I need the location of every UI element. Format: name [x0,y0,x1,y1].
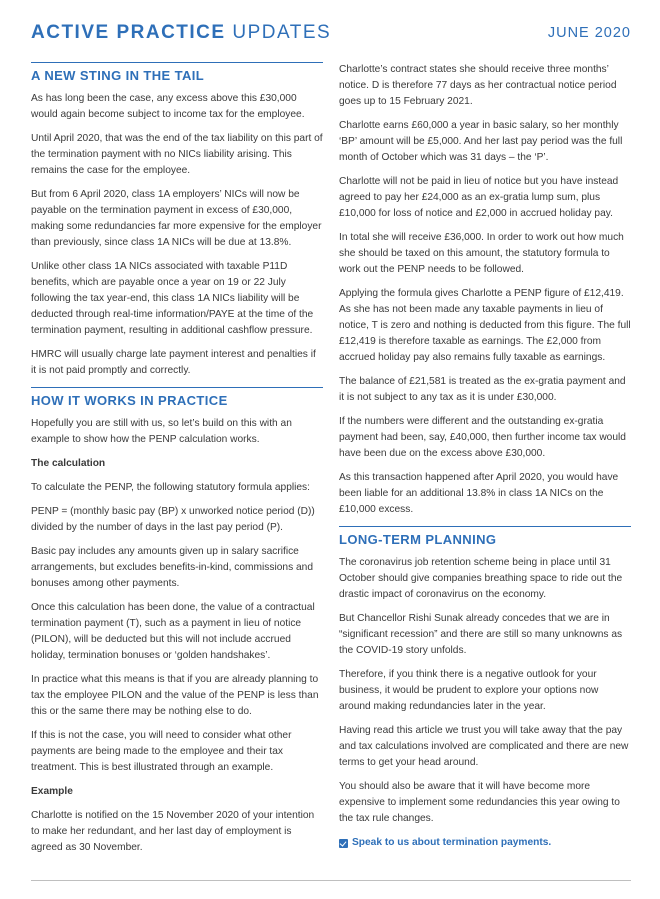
paragraph: Charlotte will not be paid in lieu of notice but you have instead agreed to pay her £24,000 as an ex-gratia lump sum, plus £10,000 for loss of notice and £2,000 in accrued holiday pay. [339,176,619,219]
checkbox-arrow-icon [339,839,348,848]
paragraph: As this transaction happened after April 2020, you would have been liable for an additional 13.8% in class 1A NICs on the £10,000 excess. [339,472,619,515]
paragraph: Therefore, if you think there is a negative outlook for your business, it would be prudent to explore your options now around making redundancies later in the year. [339,669,599,712]
paragraph: Unlike other class 1A NICs associated with taxable P11D benefits, which are payable once a year on 19 or 22 July following the tax year-end, this class 1A NICs liability will be deducted through real-time information/PAYE at the time of the termination payment, resulting in additional cashflow pressure. [31,261,314,336]
issue-date: JUNE 2020 [547,25,631,41]
subheading-calculation: The calculation [31,458,106,469]
paragraph: If the numbers were different and the outstanding ex-gratia payment had been, say, £40,000, then further income tax would have been due on the excess above £30,000. [339,416,626,459]
brand-light: UPDATES [232,22,332,43]
section-heading [31,387,323,410]
paragraph: Charlotte earns £60,000 a year in basic salary, so her monthly ‘BP’ amount will be £5,000. And her last pay period was the full month of October which was 31 days – the ‘P’. [339,120,623,163]
paragraph: Until April 2020, that was the end of the tax liability on this part of the termination payment with no NICs liability arising. This remains the case for the employee. [31,133,323,176]
paragraph: If this is not the case, you will need to consider what other payments are being made to the employee and their tax treatment. This is best illustrated through an example. [31,730,292,773]
paragraph: Charlotte is notified on the 15 November 2020 of your intention to make her redundant, and her last day of employment is agreed as 30 November. [31,810,315,853]
paragraph: In total she will receive £36,000. In order to work out how much she should be taxed on this amount, the statutory formula to work out the PENP needs to be followed. [339,232,624,275]
paragraph: But Chancellor Rishi Sunak already concedes that we are in “significant recession” and there are still so many unknowns as the COVID-19 story unfolds. [339,613,623,656]
brand-bold: ACTIVE PRACTICE [31,22,226,43]
termination-payments-link[interactable] [339,835,631,851]
paragraph: Applying the formula gives Charlotte a PENP figure of £12,419. As she has not been made any taxable payments in lieu of notice, T is zero and nothing is deducted from this figure. The full £12,419 is therefore taxable as earnings. The £2,000 from accrued holiday pay also remains fully taxable as earnings. [339,288,631,363]
paragraph: You should also be aware that it will have become more expensive to implement some redundancies this year owing to the tax rule changes. [339,781,620,824]
section-heading [339,526,631,549]
paragraph: HMRC will usually charge late payment interest and penalties if it is not paid promptly and correctly. [31,349,316,376]
cta-label: Speak to us about termination payments. [352,837,552,848]
newsletter-header [31,22,631,44]
subheading-example: Example [31,786,73,797]
newsletter-title [31,22,331,44]
left-column [31,62,323,864]
paragraph: Charlotte’s contract states she should receive three months’ notice. D is therefore 77 days as her contractual notice period goes up to 15 February 2021. [339,64,617,107]
paragraph: Having read this article we trust you will take away that the pay and tax calculations involved are complicated and there are new terms to get your head around. [339,725,629,768]
paragraph: Hopefully you are still with us, so let’s build on this with an example to show how the PENP calculation works. [31,418,292,445]
paragraph: As has long been the case, any excess above this £30,000 would again become subject to income tax for the employee. [31,93,305,120]
section-title-how-it-works: HOW IT WORKS IN PRACTICE [31,393,228,408]
paragraph: To calculate the PENP, the following statutory formula applies: [31,482,310,493]
paragraph: Basic pay includes any amounts given up in salary sacrifice arrangements, but excludes benefits-in-kind, commissions and bonuses among other payments. [31,546,313,589]
paragraph-formula: PENP = (monthly basic pay (BP) x unworked notice period (D)) divided by the number of days in the last pay period (P). [31,506,315,533]
section-title-long-term-planning: LONG-TERM PLANNING [339,532,497,547]
right-column [339,62,631,859]
section-heading [31,62,323,85]
footer-divider [31,880,631,881]
paragraph: Once this calculation has been done, the value of a contractual termination payment (T), such as a payment in lieu of notice (PILON), will be deducted but this will not include accrued holiday, termination bonuses or ‘golden handshakes’. [31,602,315,661]
paragraph: The coronavirus job retention scheme being in place until 31 October should give companies breathing space to ride out the drastic impact of coronavirus on the economy. [339,557,623,600]
paragraph: In practice what this means is that if you are already planning to tax the employee PILON and the value of the PENP is less than this or the same there may be nothing else to do. [31,674,319,717]
section-title-sting: A NEW STING IN THE TAIL [31,68,205,83]
paragraph: The balance of £21,581 is treated as the ex-gratia payment and it is not subject to any tax as it is under £30,000. [339,376,626,403]
paragraph: But from 6 April 2020, class 1A employers’ NICs will now be payable on the termination payment in excess of £30,000, making some redundancies far more expensive for the employer than previously, since class 1A NICs will be due at 13.8%. [31,189,322,248]
